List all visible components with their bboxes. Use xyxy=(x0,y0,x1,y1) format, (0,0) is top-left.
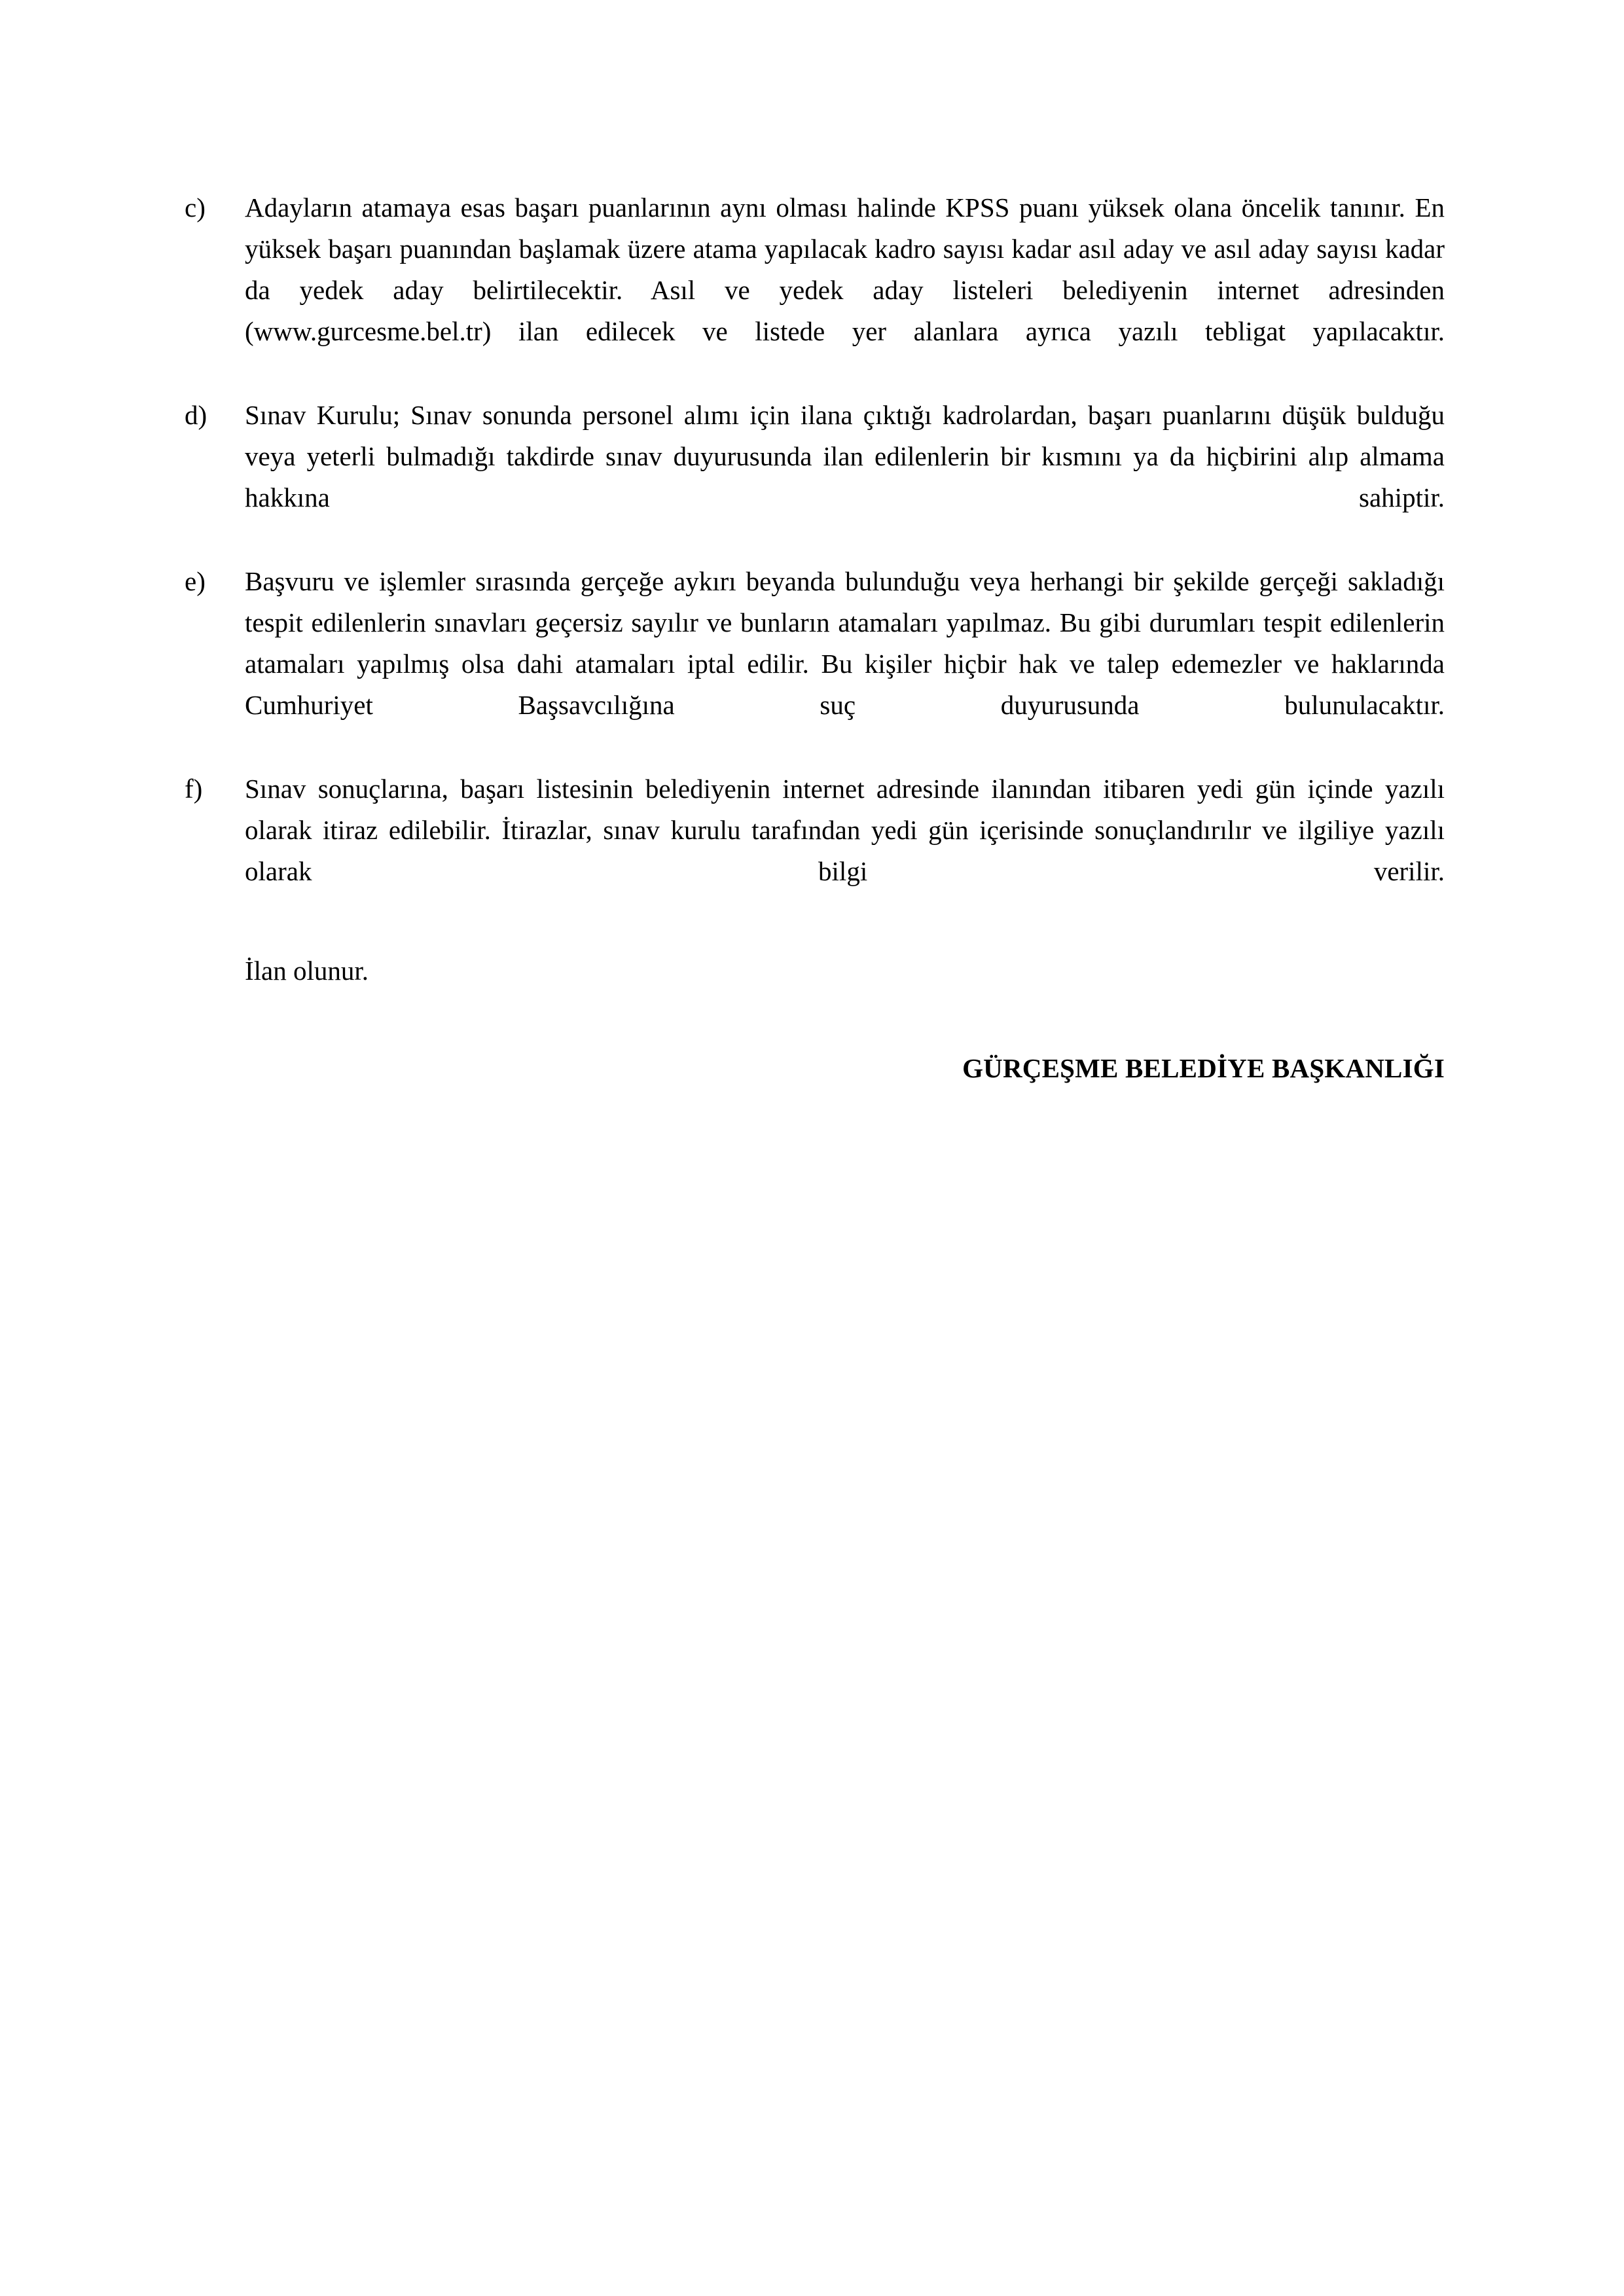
clause-text-c: Adayların atamaya esas başarı puanlarının aynı olması halinde KPSS puanı yüksek olana öncelik tanınır. En yüksek başarı puanından başlamak üzere atama yapılacak kadro sayısı kadar asıl aday ve asıl aday sayısı kadar da yedek aday belirtilecektir. Asıl ve yedek aday listeleri belediyenin internet adresinden (www.gurcesme.bel.tr) ilan edilecek ve listede yer alanlara ayrıca yazılı tebligat yapılacaktır. xyxy=(245,192,1445,346)
clause-marker-c: c) xyxy=(185,192,206,223)
clause-marker-d: d) xyxy=(185,400,208,430)
clause-text-f: Sınav sonuçlarına, başarı listesinin belediyenin internet adresinde ilanından itibaren yedi gün içinde yazılı olarak itiraz edilebilir. İtirazlar, sınav kurulu tarafından yedi gün içerisinde sonuçlandırılır ve ilgiliye yazılı olarak bilgi verilir. xyxy=(245,774,1445,886)
signature-block xyxy=(185,1048,1445,1089)
clause-marker-f: f) xyxy=(185,774,203,804)
clause-text-d: Sınav Kurulu; Sınav sonunda personel alımı için ilana çıktığı kadrolardan, başarı puanlarını düşük bulduğu veya yeterli bulmadığı takdirde sınav duyurusunda ilan edilenlerin bir kısmını ya da hiçbirini alıp almama hakkına sahiptir. xyxy=(245,400,1445,512)
clause-list xyxy=(185,187,1445,933)
issuing-authority: GÜRÇEŞME BELEDİYE BAŞKANLIĞI xyxy=(962,1053,1445,1083)
closing-statement: İlan olunur. xyxy=(245,956,369,986)
clause-item-e xyxy=(185,561,1445,767)
clause-item-c xyxy=(185,187,1445,393)
document-content xyxy=(185,187,1445,1089)
clause-item-d xyxy=(185,395,1445,560)
clause-text-e: Başvuru ve işlemler sırasında gerçeğe aykırı beyanda bulunduğu veya herhangi bir şekilde gerçeği sakladığı tespit edilenlerin sınavları geçersiz sayılır ve bunların atamaları yapılmaz. Bu gibi durumları tespit edilenlerin atamaları yapılmış olsa dahi atamaları iptal edilir. Bu kişiler hiçbir hak ve talep edemezler ve haklarında Cumhuriyet Başsavcılığına suç duyurusunda bulunulacaktır. xyxy=(245,566,1445,720)
clause-item-f xyxy=(185,768,1445,933)
clause-marker-e: e) xyxy=(185,566,206,596)
